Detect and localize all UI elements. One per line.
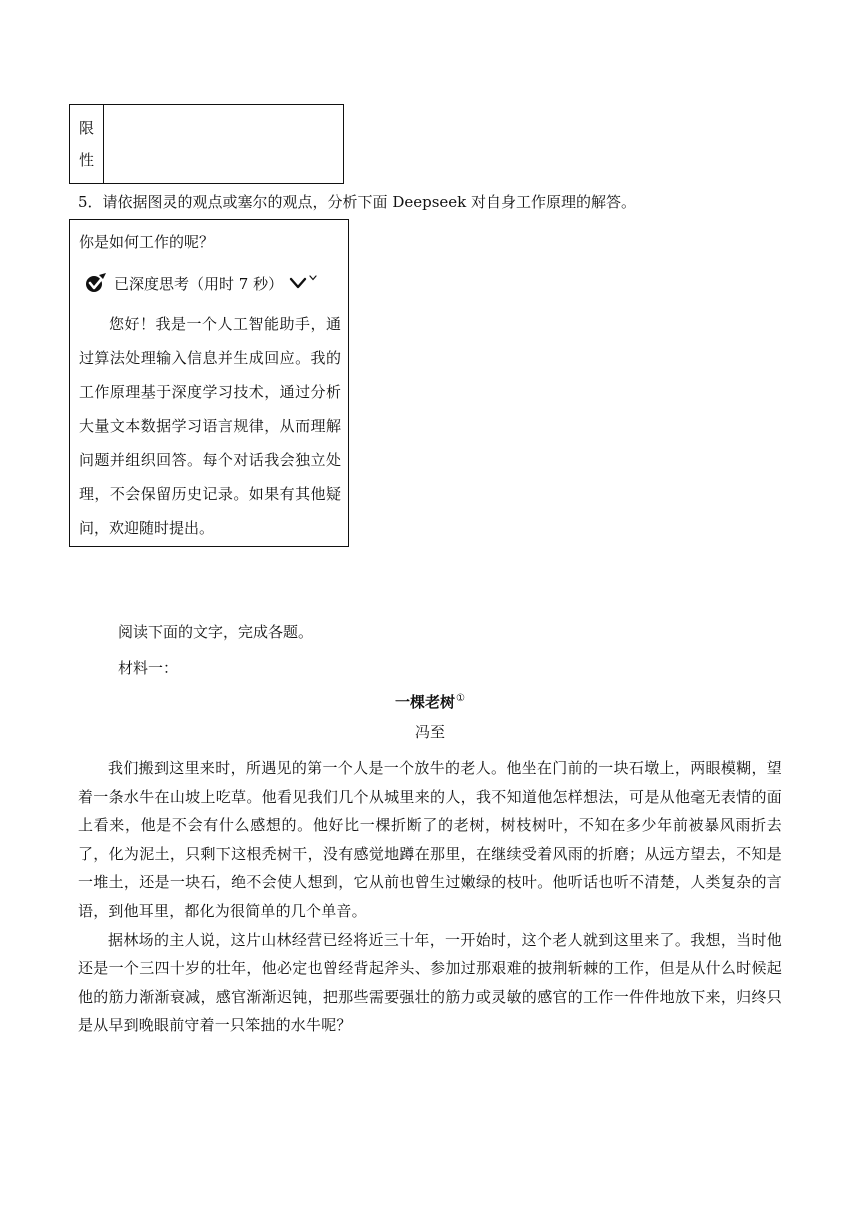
chat-box [69,219,349,547]
article-paragraph: 我们搬到这里来时，所遇见的第一个人是一个放牛的老人。他坐在门前的一块石墩上，两眼模糊，望着一条水牛在山坡上吃草。他看见我们几个从城里来的人，我不知道他怎样想法，可是从他毫无表情的面上看来，他是不会有什么感想的。他好比一棵折断了的老树，树枝树叶，不知在多少年前被暴风雨折去了，化为泥土，只剩下这根秃树干，没有感觉地蹲在那里，在继续受着风雨的折磨；从远方望去，不知是一堆土，还是一块石，绝不会使人想到，它从前也曾生过嫩绿的枝叶。他听话也听不清楚，人类复杂的言语，到他耳里，都化为很简单的几个单音。 [78,759,782,920]
limit-table-label-cell [70,105,104,183]
limit-table [69,104,344,184]
article-body [78,754,782,1040]
chat-user-question: 你是如何工作的呢？ [79,233,215,251]
thinking-label: 已深度思考（用时 7 秒） [114,274,284,293]
question-5: 5．请依据图灵的观点或塞尔的观点，分析下面 Deepseek 对自身工作原理的解答。 [78,193,637,211]
limit-table-answer-cell [104,105,343,183]
footnote-mark: ① [456,693,465,704]
chat-answer: 您好！我是一个人工智能助手，通过算法处理输入信息并生成回应。我的工作原理基于深度学习技术，通过分析大量文本数据学习语言规律，从而理解问题并组织回答。每个对话我会独立处理，不会保留历史记录。如果有其他疑问，欢迎随时提出。 [79,315,341,537]
article-paragraph: 据林场的主人说，这片山林经营已经将近三十年，一开始时，这个老人就到这里来了。我想，当时他还是一个三四十岁的壮年，他必定也曾经背起斧头、参加过那艰难的披荆斩棘的工作，但是从什么时候起他的筋力渐渐衰减，感官渐渐迟钝，把那些需要强壮的筋力或灵敏的感官的工作一件件地放下来，归终只是从早到晚眼前守着一只笨拙的水牛呢？ [78,930,782,1035]
thinking-row [84,270,317,296]
article-title-text: 一棵老树 [395,693,456,711]
article-author: 冯至 [414,723,445,741]
deepseek-logo-icon [84,272,108,294]
article-title [0,688,860,713]
reading-instruction: 阅读下面的文字，完成各题。 [118,623,314,641]
limit-table-char: 限 [78,119,94,137]
material-label: 材料一： [118,659,179,677]
small-chevron-icon [309,275,317,281]
chevron-down-icon [289,277,307,289]
limit-table-char: 性 [78,151,94,169]
